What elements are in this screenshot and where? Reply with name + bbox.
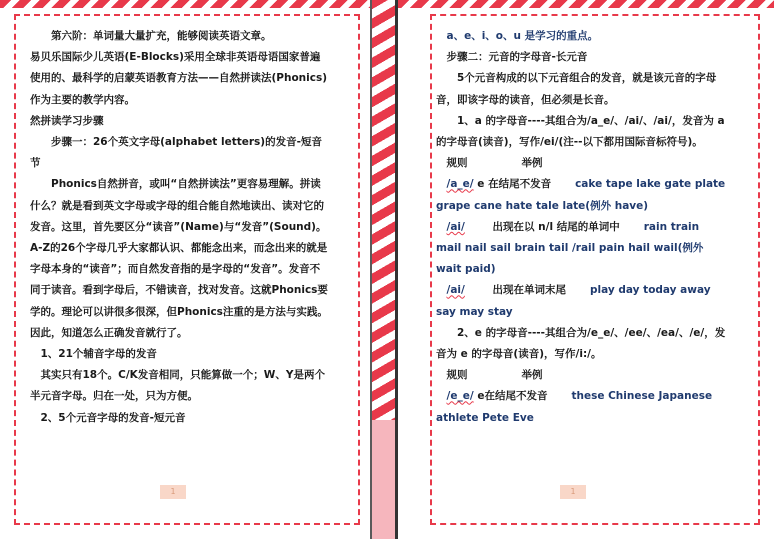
page-gutter [370, 0, 398, 539]
left-page [0, 0, 370, 539]
rule-row [436, 280, 726, 322]
rule: /a_e/ [446, 178, 474, 191]
col-example: 举例 [521, 369, 543, 382]
rule-text: e 在结尾不发音 [477, 178, 552, 191]
paragraph: 其实只有18个。C/K发音相同，只能算做一个；W、Y是两个半元音字母。归在一处，只为方便。 [30, 369, 325, 403]
examples: play day today away say may stay [436, 284, 711, 318]
rule-row [436, 217, 726, 281]
table-header [436, 153, 726, 174]
rule-text: e在结尾不发音 [477, 390, 548, 403]
paragraph: a、e、i、o、u 是学习的重点。 [446, 30, 599, 42]
rule-text: 出现在以 n/l 结尾的单词中 [492, 220, 620, 233]
page-number: 1 [560, 485, 586, 499]
paragraph: 易贝乐国际少儿英语(E-Blocks)采用全球非英语母语国家普遍使用的、最科学的启蒙英语教育方法——自然拼读法(Phonics)作为主要的教学内容。 [30, 51, 328, 106]
heading: 步骤一：26个英文字母(alphabet letters)的发音-短音节 [30, 136, 322, 170]
right-page [398, 0, 774, 539]
table-header [436, 365, 726, 386]
col-example: 举例 [521, 157, 543, 170]
top-stripe [0, 0, 370, 8]
examples: rain train mail nail sail brain tail /rail pain hail wail(例外 wait paid) [436, 220, 704, 276]
rule-text: 出现在单词末尾 [492, 284, 567, 297]
rule: /e_e/ [446, 390, 474, 403]
rule-row [436, 174, 726, 216]
rule: /ai/ [446, 284, 465, 297]
col-rule: 规则 [446, 369, 468, 382]
left-page-text [30, 26, 330, 429]
rule-row [436, 386, 726, 428]
heading: 2、5个元音字母的发音-短元音 [40, 411, 186, 424]
gutter-edge [370, 0, 372, 539]
paragraph: Phonics自然拼音，或叫“自然拼读法”更容易理解。拼读什么？就是看到英文字母或字母的组合能自然地读出、读对它的发音。这里，首先要区分“读音”(Name)与“发音”(Sound)。A-Z的26个字母几乎大家都认识、都能念出来，而念出来的就是字母本身的“读音”；而自然发音指的是字母的“发音”。发音不同于读音。看到字母后，不错读音，找对发音。这就Phonics要学的。理论可以讲很多很深，但Phonics注重的是方法与实践。因此，知道怎么正确发音就行了。 [30, 178, 328, 339]
examples: these Chinese Japanese athlete Pete Eve [436, 390, 713, 424]
paragraph: 2、e 的字母音----其组合为/e_e/、/ee/、/ea/、/e/，发音为 e 的字母音(读音)，写作/i:/。 [436, 326, 726, 361]
paragraph: 5个元音构成的以下元音组合的发音，就是该元音的字母音，即该字母的读音，但必须是长音。 [436, 72, 717, 106]
rule: /ai/ [446, 220, 465, 233]
heading: 步骤二：元音的字母音-长元音 [446, 51, 588, 64]
page-number: 1 [160, 485, 186, 499]
heading: 1、21个辅音字母的发音 [40, 348, 157, 361]
paragraph: 1、a 的字母音----其组合为/a_e/、/ai/、/ai/，发音为 a 的字母音(读音)，写作/ei/(注--以下都用国际音标符号)。 [436, 114, 725, 149]
heading: 然拼读学习步骤 [30, 114, 104, 127]
paragraph: 第六阶：单词量大量扩充，能够阅读英语文章。 [51, 30, 272, 42]
examples: cake tape lake gate plate grape cane hate tale late(例外 have) [436, 178, 726, 212]
col-rule: 规则 [446, 157, 468, 170]
right-page-text [436, 26, 726, 429]
top-stripe [398, 0, 774, 8]
gutter-stripes [370, 0, 398, 420]
